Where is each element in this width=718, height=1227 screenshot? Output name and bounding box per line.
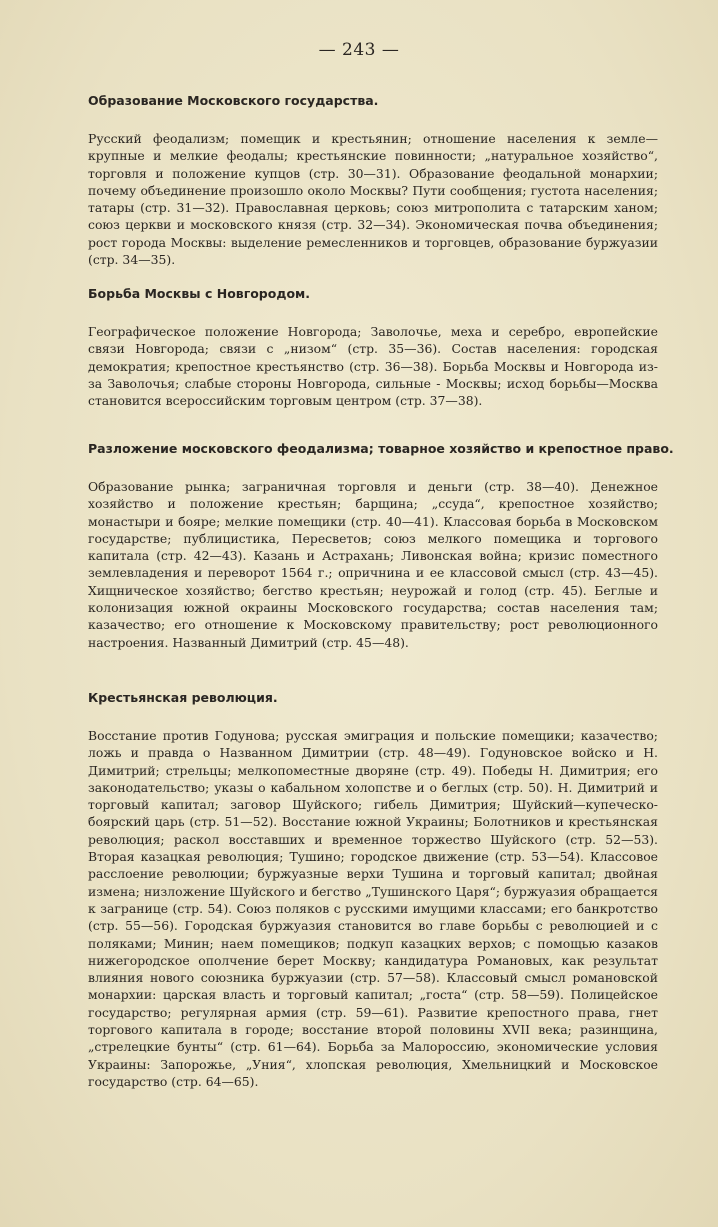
section-title: Борьба Москвы с Новгородом.: [88, 286, 310, 301]
section-text: Русский феодализм; помещик и крестьянин; отношение населения к земле— крупные и мелкие феодалы; крестьянские повинности; „натуральное хозяйство“, торговля и положение купцов (стр. 30—31). Образование феодальной монархии; почему объединение произошло около Москвы? Пути сообщения; густота населения; татары (стр. 31—32). Православная церковь; союз митрополита с татарским ханом; союз церкви и московского князя (стр. 32—34). Экономическая почва объединения; рост города Москвы: выделение ремесленников и торговцев, образование буржуазии (стр. 34—35).: [88, 131, 658, 268]
section-text: Географическое положение Новгорода; Заволочье, меха и серебро, европейские связи Новгорода; связи с „низом“ (стр. 35—36). Состав населения: городская демократия; крепостное крестьянство (стр. 36—38). Борьба Москвы и Новгорода из-за Заволочья; слабые стороны Новгорода, сильные - Москвы; исход борьбы—Москва становится всероссийским торговым центром (стр. 37—38).: [88, 324, 658, 409]
section-title: Образование Московского государства.: [88, 93, 379, 108]
section-peasant-revolution: [88, 690, 658, 1090]
section-text: Восстание против Годунова; русская эмиграция и польские помещики; казачество; ложь и правда о Названном Димитрии (стр. 48—49). Годуновское войско и Н. Димитрий; стрельцы; мелкопоместные дворяне (стр. 49). Победы Н. Димитрия; его законодательство; указы о кабальном холопстве и о беглых (стр. 50). Н. Димитрий и торговый капитал; заговор Шуйского; гибель Димитрия; Шуйский—купеческо-боярский царь (стр. 51—52). Восстание южной Украины; Болотников и крестьянская революция; раскол восставших и временное торжество Шуйского (стр. 52—53). Вторая казацкая революция; Тушино; городское движение (стр. 53—54). Классовое расслоение революции; буржуазные верхи Тушина и торговый капитал; двойная измена; низложение Шуйского и бегство „Тушинского Царя“; буржуазия обращается к загранице (стр. 54). Союз поляков с русскими имущими классами; его банкротство (стр. 55—56). Городская буржуазия становится во главе борьбы с революцией и с поляками; Минин; наем помещиков; подкуп казацких верхов; с помощью казаков нижегородское ополчение берет Москву; кандидатура Романовых, как результат влияния нового союзника буржуазии (стр. 57—58). Классовый смысл романовской монархии: царская власть и торговый капитал; „госта“ (стр. 58—59). Полицейское государство; регулярная армия (стр. 59—61). Развитие крепостного права, гнет торгового капитала в городе; восстание второй половины XVII века; разинщина, „стрелецкие бунты“ (стр. 61—64). Борьба за Малороссию, экономические условия Украины: Запорожье, „Уния“, хлопская революция, Хмельницкий и Московское государство (стр. 64—65).: [88, 728, 658, 1089]
section-formation-of-moscow-state: [88, 93, 658, 268]
section-title: Разложение московского феодализма; товарное хозяйство и крепостное право.: [88, 441, 674, 456]
section-decay-of-feudalism: [88, 441, 674, 651]
section-moscow-vs-novgorod: [88, 286, 658, 409]
section-text: Образование рынка; заграничная торговля и деньги (стр. 38—40). Денежное хозяйство и положение крестьян; барщина; „ссуда“, крепостное хозяйство; монастыри и бояре; мелкие помещики (стр. 40—41). Классовая борьба в Московском государстве; публицистика, Пересветов; союз мелкого помещика и торгового капитала (стр. 42—43). Казань и Астрахань; Ливонская война; кризис поместного землевладения и переворот 1564 г.; опричнина и ее классовой смысл (стр. 43—45). Хищническое хозяйство; бегство крестьян; неурожай и голод (стр. 45). Беглые и колонизация южной окраины Московского государства; состав населения там; казачество; его отношение к Московскому правительству; рост революционного настроения. Названный Димитрий (стр. 45—48).: [88, 479, 658, 650]
page-number: — 243 —: [318, 40, 400, 60]
section-title: Крестьянская революция.: [88, 690, 278, 705]
